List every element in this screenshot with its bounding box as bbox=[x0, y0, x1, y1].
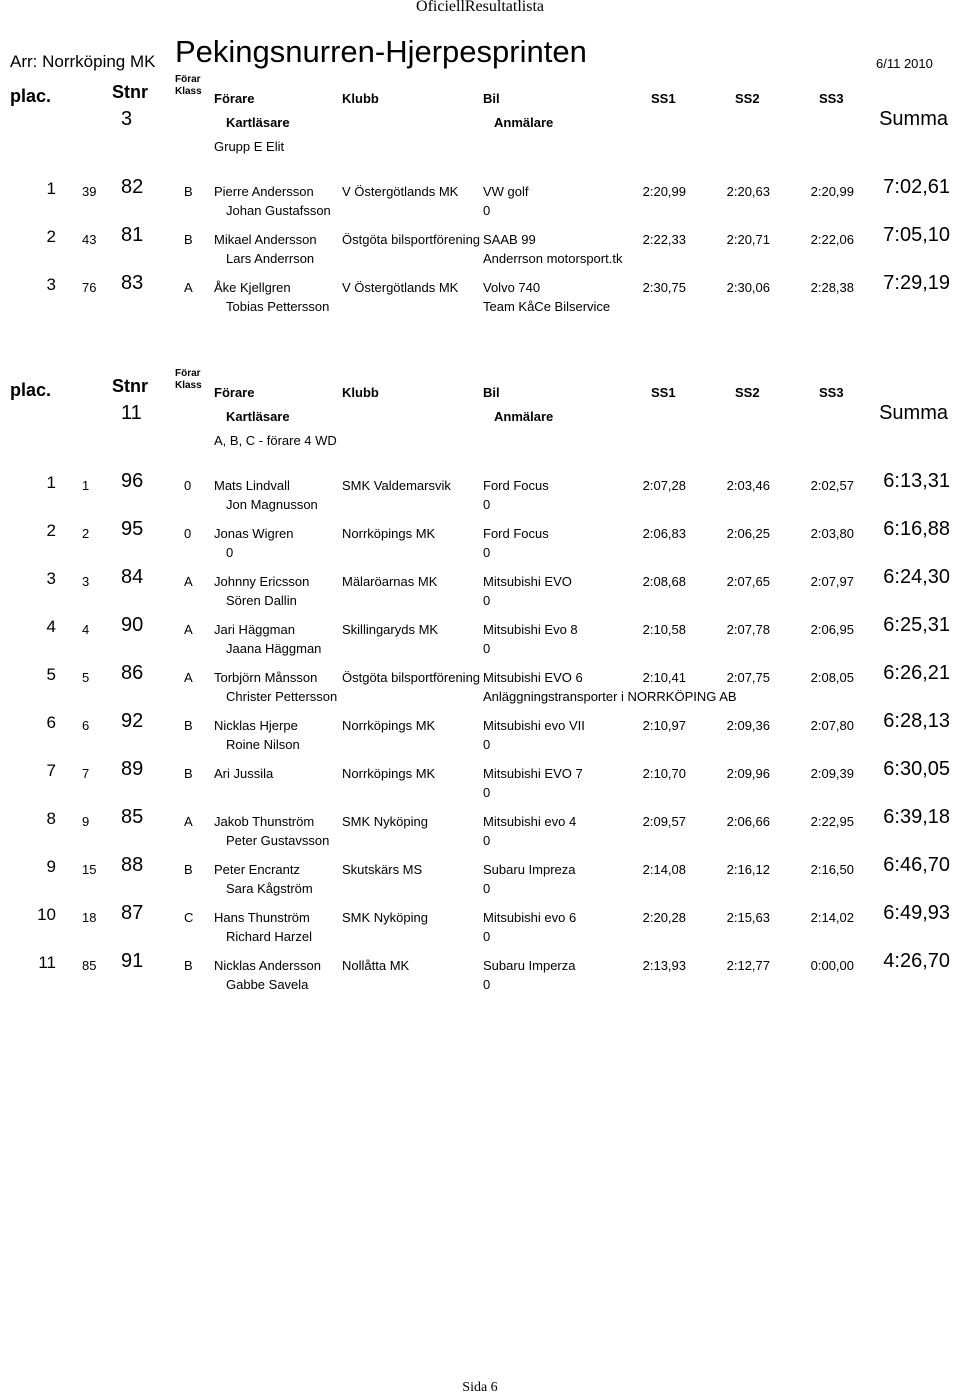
result-club: SMK Nyköping bbox=[342, 910, 428, 925]
result-codriver: Lars Anderrson bbox=[226, 251, 315, 266]
result-total: 7:02,61 bbox=[883, 176, 950, 198]
result-club: Skillingaryds MK bbox=[342, 622, 439, 637]
header-klubb: Klubb bbox=[342, 385, 379, 400]
result-class: A bbox=[184, 814, 193, 829]
result-class: A bbox=[184, 574, 193, 589]
result-ss1: 2:10,70 bbox=[642, 766, 686, 781]
result-club: Norrköpings MK bbox=[342, 526, 436, 541]
result-ss2: 2:20,63 bbox=[726, 184, 770, 199]
result-stnr: 92 bbox=[121, 710, 144, 732]
result-place: 3 bbox=[46, 275, 56, 294]
result-club: Skutskärs MS bbox=[342, 862, 423, 877]
result-ss2: 2:16,12 bbox=[726, 862, 770, 877]
result-ss2: 2:03,46 bbox=[726, 478, 770, 493]
result-start-no: 9 bbox=[82, 814, 90, 829]
result-start-no: 4 bbox=[82, 622, 90, 637]
result-car: Subaru Imperza bbox=[483, 958, 576, 973]
result-place: 5 bbox=[46, 665, 56, 684]
result-stnr: 90 bbox=[121, 614, 144, 636]
result-class: B bbox=[184, 862, 193, 877]
result-ss2: 2:07,65 bbox=[726, 574, 770, 589]
result-place: 3 bbox=[46, 569, 56, 588]
result-ss3: 2:20,99 bbox=[810, 184, 854, 199]
result-car: Ford Focus bbox=[483, 478, 549, 493]
header-anmalare: Anmälare bbox=[494, 409, 554, 424]
result-total: 6:49,93 bbox=[883, 902, 950, 924]
result-place: 4 bbox=[46, 617, 56, 636]
header-ss2: SS2 bbox=[735, 91, 760, 106]
result-driver: Hans Thunström bbox=[214, 910, 310, 925]
result-car: Mitsubishi evo VII bbox=[483, 718, 585, 733]
result-total: 6:30,05 bbox=[883, 758, 950, 780]
result-stnr: 88 bbox=[121, 854, 144, 876]
header-plac: plac. bbox=[10, 86, 52, 106]
result-entrant: 0 bbox=[483, 203, 491, 218]
result-codriver: Roine Nilson bbox=[226, 737, 300, 752]
result-driver: Johnny Ericsson bbox=[214, 574, 310, 589]
result-total: 6:26,21 bbox=[883, 662, 950, 684]
result-car: VW golf bbox=[483, 184, 529, 199]
result-stnr: 86 bbox=[121, 662, 144, 684]
result-club: V Östergötlands MK bbox=[342, 280, 459, 295]
page-footer: Sida 6 bbox=[462, 1380, 498, 1395]
result-total: 7:29,19 bbox=[883, 272, 950, 294]
result-stnr: 95 bbox=[121, 518, 144, 540]
result-ss3: 2:28,38 bbox=[810, 280, 854, 295]
header-forare: Förare bbox=[214, 91, 255, 106]
result-ss3: 0:00,00 bbox=[810, 958, 854, 973]
header-forar: Förar bbox=[175, 368, 201, 379]
header-forare: Förare bbox=[214, 385, 255, 400]
result-club: Mälaröarnas MK bbox=[342, 574, 438, 589]
header-bil: Bil bbox=[483, 91, 500, 106]
header-summa: Summa bbox=[879, 108, 948, 130]
result-ss1: 2:13,93 bbox=[642, 958, 686, 973]
result-club: Nollåtta MK bbox=[342, 958, 410, 973]
header-stnr: Stnr bbox=[112, 82, 148, 102]
result-total: 7:05,10 bbox=[883, 224, 950, 246]
result-total: 6:25,31 bbox=[883, 614, 950, 636]
result-car: SAAB 99 bbox=[483, 232, 536, 247]
group-number: 11 bbox=[121, 402, 142, 424]
result-car: Mitsubishi EVO bbox=[483, 574, 572, 589]
result-ss2: 2:07,78 bbox=[726, 622, 770, 637]
result-club: Norrköpings MK bbox=[342, 718, 436, 733]
result-driver: Nicklas Hjerpe bbox=[214, 718, 298, 733]
result-driver: Peter Encrantz bbox=[214, 862, 300, 877]
result-driver: Mikael Andersson bbox=[214, 232, 317, 247]
result-codriver: Jaana Häggman bbox=[226, 641, 322, 656]
result-codriver: Sara Kågström bbox=[226, 881, 313, 896]
result-stnr: 82 bbox=[121, 176, 144, 198]
header-kartlasare: Kartläsare bbox=[226, 115, 290, 130]
result-start-no: 3 bbox=[82, 574, 90, 589]
result-place: 1 bbox=[46, 179, 56, 198]
header-stnr: Stnr bbox=[112, 376, 148, 396]
result-start-no: 7 bbox=[82, 766, 90, 781]
result-ss1: 2:30,75 bbox=[642, 280, 686, 295]
result-ss2: 2:06,25 bbox=[726, 526, 770, 541]
result-start-no: 2 bbox=[82, 526, 90, 541]
header-ss3: SS3 bbox=[819, 91, 844, 106]
result-stnr: 91 bbox=[121, 950, 144, 972]
result-class: A bbox=[184, 622, 193, 637]
result-class: 0 bbox=[184, 526, 192, 541]
result-total: 6:13,31 bbox=[883, 470, 950, 492]
result-club: Östgöta bilsportförening bbox=[342, 670, 481, 685]
result-ss2: 2:07,75 bbox=[726, 670, 770, 685]
result-entrant: 0 bbox=[483, 785, 491, 800]
result-ss3: 2:07,80 bbox=[810, 718, 854, 733]
organizer: Arr: Norrköping MK bbox=[10, 52, 156, 71]
result-ss2: 2:06,66 bbox=[726, 814, 770, 829]
result-class: B bbox=[184, 718, 193, 733]
result-car: Mitsubishi EVO 6 bbox=[483, 670, 583, 685]
result-codriver: Tobias Pettersson bbox=[226, 299, 330, 314]
result-start-no: 18 bbox=[82, 910, 97, 925]
result-total: 6:28,13 bbox=[883, 710, 950, 732]
header-ss1: SS1 bbox=[651, 91, 676, 106]
result-ss3: 2:07,97 bbox=[810, 574, 854, 589]
result-ss1: 2:08,68 bbox=[642, 574, 686, 589]
header-kartlasare: Kartläsare bbox=[226, 409, 290, 424]
header-klubb: Klubb bbox=[342, 91, 379, 106]
result-class: 0 bbox=[184, 478, 192, 493]
header-plac: plac. bbox=[10, 380, 52, 400]
result-start-no: 43 bbox=[82, 232, 97, 247]
result-place: 2 bbox=[46, 521, 56, 540]
result-ss1: 2:06,83 bbox=[642, 526, 686, 541]
header-anmalare: Anmälare bbox=[494, 115, 554, 130]
result-total: 6:16,88 bbox=[883, 518, 950, 540]
result-car: Ford Focus bbox=[483, 526, 549, 541]
result-total: 6:46,70 bbox=[883, 854, 950, 876]
result-total: 4:26,70 bbox=[883, 950, 950, 972]
result-ss2: 2:09,36 bbox=[726, 718, 770, 733]
group-number: 3 bbox=[121, 108, 133, 130]
result-codriver: 0 bbox=[226, 545, 234, 560]
result-place: 6 bbox=[46, 713, 56, 732]
result-ss3: 2:02,57 bbox=[810, 478, 854, 493]
result-ss2: 2:20,71 bbox=[726, 232, 770, 247]
group-name: A, B, C - förare 4 WD bbox=[214, 433, 337, 448]
result-entrant: 0 bbox=[483, 593, 491, 608]
result-stnr: 85 bbox=[121, 806, 144, 828]
result-ss3: 2:09,39 bbox=[810, 766, 854, 781]
result-entrant: 0 bbox=[483, 977, 491, 992]
header-ss1: SS1 bbox=[651, 385, 676, 400]
result-car: Mitsubishi EVO 7 bbox=[483, 766, 583, 781]
header-klass: Klass bbox=[175, 380, 202, 391]
header-bil: Bil bbox=[483, 385, 500, 400]
result-ss3: 2:06,95 bbox=[810, 622, 854, 637]
header-ss3: SS3 bbox=[819, 385, 844, 400]
group-name: Grupp E Elit bbox=[214, 139, 285, 154]
result-ss1: 2:10,41 bbox=[642, 670, 686, 685]
result-ss1: 2:09,57 bbox=[642, 814, 686, 829]
header-summa: Summa bbox=[879, 402, 948, 424]
result-total: 6:24,30 bbox=[883, 566, 950, 588]
result-codriver: Johan Gustafsson bbox=[226, 203, 331, 218]
result-start-no: 6 bbox=[82, 718, 90, 733]
result-start-no: 1 bbox=[82, 478, 90, 493]
header-ss2: SS2 bbox=[735, 385, 760, 400]
result-entrant: 0 bbox=[483, 881, 491, 896]
result-start-no: 76 bbox=[82, 280, 97, 295]
result-driver: Nicklas Andersson bbox=[214, 958, 321, 973]
result-place: 8 bbox=[46, 809, 56, 828]
result-car: Mitsubishi Evo 8 bbox=[483, 622, 578, 637]
result-stnr: 87 bbox=[121, 902, 144, 924]
result-class: B bbox=[184, 958, 193, 973]
result-entrant: Team KåCe Bilservice bbox=[483, 299, 611, 314]
result-class: C bbox=[184, 910, 194, 925]
result-ss2: 2:12,77 bbox=[726, 958, 770, 973]
header-forar: Förar bbox=[175, 74, 201, 85]
result-car: Subaru Impreza bbox=[483, 862, 576, 877]
result-stnr: 96 bbox=[121, 470, 144, 492]
result-place: 7 bbox=[46, 761, 56, 780]
result-ss1: 2:10,97 bbox=[642, 718, 686, 733]
result-entrant: 0 bbox=[483, 833, 491, 848]
result-class: A bbox=[184, 670, 193, 685]
result-class: B bbox=[184, 184, 193, 199]
result-car: Mitsubishi evo 6 bbox=[483, 910, 577, 925]
event-title: Pekingsnurren-Hjerpesprinten bbox=[175, 34, 587, 69]
result-driver: Ari Jussila bbox=[214, 766, 274, 781]
result-stnr: 89 bbox=[121, 758, 144, 780]
result-driver: Jonas Wigren bbox=[214, 526, 294, 541]
result-club: Norrköpings MK bbox=[342, 766, 436, 781]
result-codriver: Gabbe Savela bbox=[226, 977, 309, 992]
result-entrant: 0 bbox=[483, 641, 491, 656]
result-entrant: 0 bbox=[483, 497, 491, 512]
header-klass: Klass bbox=[175, 86, 202, 97]
result-codriver: Sören Dallin bbox=[226, 593, 297, 608]
result-ss3: 2:16,50 bbox=[810, 862, 854, 877]
result-ss3: 2:08,05 bbox=[810, 670, 854, 685]
result-class: B bbox=[184, 766, 193, 781]
result-codriver: Peter Gustavsson bbox=[226, 833, 330, 848]
result-total: 6:39,18 bbox=[883, 806, 950, 828]
result-codriver: Jon Magnusson bbox=[226, 497, 318, 512]
result-stnr: 84 bbox=[121, 566, 144, 588]
result-entrant: Anderrson motorsport.tk bbox=[483, 251, 623, 266]
result-ss3: 2:03,80 bbox=[810, 526, 854, 541]
result-ss2: 2:09,96 bbox=[726, 766, 770, 781]
result-car: Mitsubishi evo 4 bbox=[483, 814, 577, 829]
result-stnr: 81 bbox=[121, 224, 144, 246]
result-driver: Pierre Andersson bbox=[214, 184, 314, 199]
result-start-no: 85 bbox=[82, 958, 97, 973]
result-ss3: 2:22,06 bbox=[810, 232, 854, 247]
result-ss3: 2:14,02 bbox=[810, 910, 854, 925]
result-club: SMK Nyköping bbox=[342, 814, 428, 829]
document-title: OficiellResultatlista bbox=[416, 0, 544, 15]
result-ss1: 2:20,28 bbox=[642, 910, 686, 925]
result-club: SMK Valdemarsvik bbox=[342, 478, 451, 493]
result-ss1: 2:22,33 bbox=[642, 232, 686, 247]
result-place: 9 bbox=[46, 857, 56, 876]
result-class: A bbox=[184, 280, 193, 295]
result-car: Volvo 740 bbox=[483, 280, 541, 295]
result-start-no: 15 bbox=[82, 862, 97, 877]
result-club: Östgöta bilsportförening bbox=[342, 232, 481, 247]
result-place: 1 bbox=[46, 473, 56, 492]
result-ss3: 2:22,95 bbox=[810, 814, 854, 829]
result-stnr: 83 bbox=[121, 272, 144, 294]
result-ss1: 2:14,08 bbox=[642, 862, 686, 877]
result-driver: Jari Häggman bbox=[214, 622, 295, 637]
result-class: B bbox=[184, 232, 193, 247]
result-place: 2 bbox=[46, 227, 56, 246]
result-club: V Östergötlands MK bbox=[342, 184, 459, 199]
result-ss1: 2:20,99 bbox=[642, 184, 686, 199]
event-date: 6/11 2010 bbox=[876, 56, 933, 71]
result-entrant: 0 bbox=[483, 545, 491, 560]
result-start-no: 39 bbox=[82, 184, 97, 199]
result-ss2: 2:15,63 bbox=[726, 910, 770, 925]
result-place: 11 bbox=[38, 953, 56, 972]
result-driver: Jakob Thunström bbox=[214, 814, 315, 829]
result-ss2: 2:30,06 bbox=[726, 280, 770, 295]
result-entrant: Anläggningstransporter i NORRKÖPING AB bbox=[483, 689, 737, 704]
result-place: 10 bbox=[37, 905, 56, 924]
result-driver: Mats Lindvall bbox=[214, 478, 290, 493]
result-codriver: Christer Pettersson bbox=[226, 689, 338, 704]
result-entrant: 0 bbox=[483, 929, 491, 944]
result-entrant: 0 bbox=[483, 737, 491, 752]
result-driver: Torbjörn Månsson bbox=[214, 670, 318, 685]
result-codriver: Richard Harzel bbox=[226, 929, 312, 944]
result-driver: Åke Kjellgren bbox=[214, 280, 291, 295]
result-ss1: 2:07,28 bbox=[642, 478, 686, 493]
result-ss1: 2:10,58 bbox=[642, 622, 686, 637]
result-start-no: 5 bbox=[82, 670, 90, 685]
